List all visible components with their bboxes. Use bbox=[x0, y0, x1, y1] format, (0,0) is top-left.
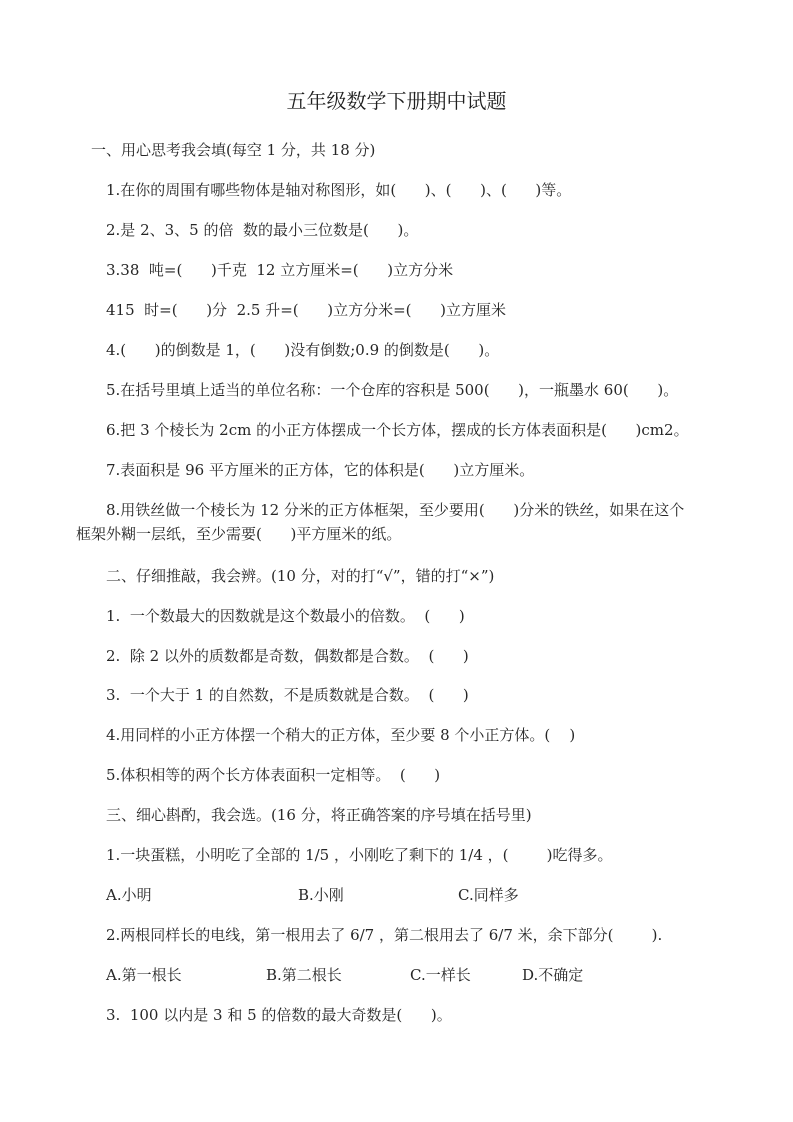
question-3-2-option-c: C.一样长 bbox=[410, 966, 471, 984]
question-1-8a: 8.用铁丝做一个棱长为 12 分米的正方体框架，至少要用( )分米的铁丝，如果在这个 bbox=[106, 501, 685, 519]
question-3-1-option-b: B.小刚 bbox=[298, 886, 344, 904]
page-title: 五年级数学下册期中试题 bbox=[286, 89, 507, 113]
question-1-8b: 框架外糊一层纸，至少需要( )平方厘米的纸。 bbox=[76, 525, 402, 543]
question-2-2: 2. 除 2 以外的质数都是奇数，偶数都是合数。 ( ) bbox=[106, 647, 469, 665]
section-3-heading: 三、细心斟酌，我会选。(16 分，将正确答案的序号填在括号里) bbox=[106, 806, 532, 824]
question-3-2: 2.两根同样长的电线，第一根用去了 6/7 ，第二根用去了 6/7 米，余下部分( ). bbox=[106, 926, 663, 944]
question-2-5: 5.体积相等的两个长方体表面积一定相等。 ( ) bbox=[106, 766, 441, 784]
question-2-1: 1. 一个数最大的因数就是这个数最小的倍数。 ( ) bbox=[106, 607, 465, 625]
question-2-4: 4.用同样的小正方体摆一个稍大的正方体，至少要 8 个小正方体。( ) bbox=[106, 726, 576, 744]
question-3-2-option-d: D.不确定 bbox=[522, 966, 584, 984]
question-3-2-option-b: B.第二根长 bbox=[266, 966, 342, 984]
question-3-1: 1.一块蛋糕，小明吃了全部的 1/5 ，小刚吃了剩下的 1/4 ，( )吃得多。 bbox=[106, 846, 613, 864]
question-1-3b: 415 时=( )分 2.5 升=( )立方分米=( )立方厘米 bbox=[106, 301, 506, 319]
question-1-6: 6.把 3 个棱长为 2cm 的小正方体摆成一个长方体，摆成的长方体表面积是( )cm2。 bbox=[106, 421, 689, 439]
section-1-heading: 一、用心思考我会填(每空 1 分，共 18 分) bbox=[91, 141, 376, 159]
question-1-5: 5.在括号里填上适当的单位名称：一个仓库的容积是 500( )，一瓶墨水 60( )。 bbox=[106, 381, 679, 399]
question-3-1-option-a: A.小明 bbox=[106, 886, 152, 904]
question-1-4: 4.( )的倒数是 1，( )没有倒数;0.9 的倒数是( )。 bbox=[106, 341, 500, 359]
question-3-3: 3. 100 以内是 3 和 5 的倍数的最大奇数是( )。 bbox=[106, 1006, 452, 1024]
question-1-3a: 3.38 吨=( )千克 12 立方厘米=( )立方分米 bbox=[106, 261, 454, 279]
question-2-3: 3. 一个大于 1 的自然数，不是质数就是合数。 ( ) bbox=[106, 686, 469, 704]
question-1-1: 1.在你的周围有哪些物体是轴对称图形，如( )、( )、( )等。 bbox=[106, 181, 572, 199]
question-1-7: 7.表面积是 96 平方厘米的正方体，它的体积是( )立方厘米。 bbox=[106, 461, 535, 479]
question-3-1-option-c: C.同样多 bbox=[458, 886, 519, 904]
section-2-heading: 二、仔细推敲，我会辨。(10 分，对的打“√”，错的打“×”) bbox=[106, 567, 495, 585]
question-1-2: 2.是 2、3、5 的倍 数的最小三位数是( )。 bbox=[106, 221, 419, 239]
question-3-2-option-a: A.第一根长 bbox=[106, 966, 182, 984]
